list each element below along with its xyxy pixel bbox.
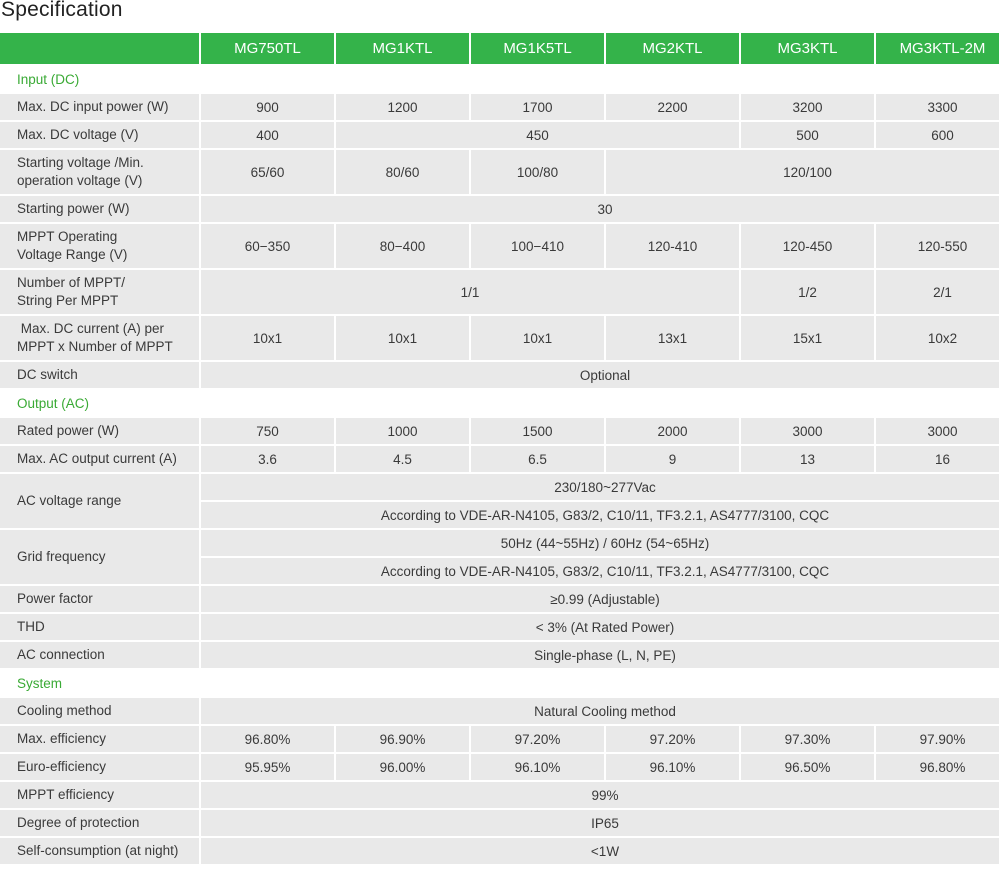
row-label: Degree of protection	[0, 810, 199, 836]
value-cell: 96.80%	[201, 726, 334, 752]
model-header: MG1KTL	[336, 33, 469, 64]
value-cell: 13x1	[606, 316, 739, 360]
value-cell: 4.5	[336, 446, 469, 472]
value-cell: 96.10%	[471, 754, 604, 780]
row-label: Cooling method	[0, 698, 199, 724]
row-label: Max. efficiency	[0, 726, 199, 752]
row-label: Rated power (W)	[0, 418, 199, 444]
value-cell: < 3% (At Rated Power)	[201, 614, 999, 640]
table-row	[0, 316, 999, 360]
value-cell: IP65	[201, 810, 999, 836]
table-row	[0, 418, 999, 444]
value-cell: According to VDE-AR-N4105, G83/2, C10/11, TF3.2.1, AS4777/3100, CQC	[201, 502, 999, 528]
value-cell: 100/80	[471, 150, 604, 194]
section-title: Output (AC)	[0, 390, 999, 416]
value-cell: 1/2	[741, 270, 874, 314]
table-row	[0, 196, 999, 222]
value-cell: 120-410	[606, 224, 739, 268]
row-label: Euro-efficiency	[0, 754, 199, 780]
page-title: Specification	[1, 0, 123, 21]
section-row	[0, 670, 999, 696]
value-cell: 3000	[741, 418, 874, 444]
table-row	[0, 362, 999, 388]
header-blank	[0, 33, 199, 64]
value-cell: 3.6	[201, 446, 334, 472]
row-label: AC connection	[0, 642, 199, 668]
value-cell: 2200	[606, 94, 739, 120]
value-cell: 10x1	[471, 316, 604, 360]
table-row	[0, 642, 999, 668]
value-cell: 10x2	[876, 316, 999, 360]
value-cell: 60−350	[201, 224, 334, 268]
value-cell: ≥0.99 (Adjustable)	[201, 586, 999, 612]
value-cell: 9	[606, 446, 739, 472]
value-cell: 10x1	[336, 316, 469, 360]
table-row	[0, 698, 999, 724]
value-cell: Single-phase (L, N, PE)	[201, 642, 999, 668]
value-cell: 600	[876, 122, 999, 148]
value-cell: 120-550	[876, 224, 999, 268]
row-label: Grid frequency	[0, 530, 199, 584]
value-cell: 6.5	[471, 446, 604, 472]
value-cell: 80/60	[336, 150, 469, 194]
row-label: AC voltage range	[0, 474, 199, 528]
value-cell: 99%	[201, 782, 999, 808]
value-cell: 80−400	[336, 224, 469, 268]
table-row	[0, 474, 999, 500]
row-label: Power factor	[0, 586, 199, 612]
value-cell: 96.10%	[606, 754, 739, 780]
value-cell: 65/60	[201, 150, 334, 194]
table-row	[0, 270, 999, 314]
row-label: MPPT Operating Voltage Range (V)	[0, 224, 199, 268]
value-cell: 750	[201, 418, 334, 444]
value-cell: 3200	[741, 94, 874, 120]
value-cell: 1/1	[201, 270, 739, 314]
table-row	[0, 446, 999, 472]
model-header: MG750TL	[201, 33, 334, 64]
table-row	[0, 838, 999, 864]
value-cell: 100−410	[471, 224, 604, 268]
specification-table	[0, 31, 999, 866]
value-cell: 96.80%	[876, 754, 999, 780]
model-header: MG3KTL-2M	[876, 33, 999, 64]
value-cell: 96.90%	[336, 726, 469, 752]
value-cell: <1W	[201, 838, 999, 864]
value-cell: 10x1	[201, 316, 334, 360]
row-label: Max. DC input power (W)	[0, 94, 199, 120]
table-row	[0, 586, 999, 612]
model-header: MG1K5TL	[471, 33, 604, 64]
value-cell: 2000	[606, 418, 739, 444]
model-header: MG3KTL	[741, 33, 874, 64]
table-row	[0, 614, 999, 640]
row-label: THD	[0, 614, 199, 640]
model-header: MG2KTL	[606, 33, 739, 64]
value-cell: 97.30%	[741, 726, 874, 752]
value-cell: 96.00%	[336, 754, 469, 780]
value-cell: 16	[876, 446, 999, 472]
section-title: Input (DC)	[0, 66, 999, 92]
value-cell: 97.20%	[606, 726, 739, 752]
value-cell: 13	[741, 446, 874, 472]
row-label: Starting voltage /Min. operation voltage (V)	[0, 150, 199, 194]
value-cell: 3000	[876, 418, 999, 444]
row-label: Max. AC output current (A)	[0, 446, 199, 472]
value-cell: Natural Cooling method	[201, 698, 999, 724]
row-label: Number of MPPT/ String Per MPPT	[0, 270, 199, 314]
section-title: System	[0, 670, 999, 696]
value-cell: 120-450	[741, 224, 874, 268]
table-row	[0, 150, 999, 194]
table-row	[0, 224, 999, 268]
row-label: Max. DC current (A) per MPPT x Number of MPPT	[0, 316, 199, 360]
value-cell: 1700	[471, 94, 604, 120]
row-label: Starting power (W)	[0, 196, 199, 222]
value-cell: 450	[336, 122, 739, 148]
value-cell: 30	[201, 196, 999, 222]
value-cell: 97.20%	[471, 726, 604, 752]
row-label: Max. DC voltage (V)	[0, 122, 199, 148]
value-cell: 230/180~277Vac	[201, 474, 999, 500]
table-row	[0, 726, 999, 752]
value-cell: 96.50%	[741, 754, 874, 780]
value-cell: According to VDE-AR-N4105, G83/2, C10/11, TF3.2.1, AS4777/3100, CQC	[201, 558, 999, 584]
row-label: Self-consumption (at night)	[0, 838, 199, 864]
value-cell: 50Hz (44~55Hz) / 60Hz (54~65Hz)	[201, 530, 999, 556]
row-label: DC switch	[0, 362, 199, 388]
value-cell: 500	[741, 122, 874, 148]
value-cell: 1000	[336, 418, 469, 444]
value-cell: Optional	[201, 362, 999, 388]
table-row	[0, 530, 999, 556]
value-cell: 120/100	[606, 150, 999, 194]
section-row	[0, 390, 999, 416]
table-row	[0, 122, 999, 148]
row-label: MPPT efficiency	[0, 782, 199, 808]
value-cell: 95.95%	[201, 754, 334, 780]
table-row	[0, 754, 999, 780]
value-cell: 97.90%	[876, 726, 999, 752]
value-cell: 1500	[471, 418, 604, 444]
value-cell: 900	[201, 94, 334, 120]
header-row	[0, 33, 999, 64]
value-cell: 1200	[336, 94, 469, 120]
value-cell: 15x1	[741, 316, 874, 360]
table-row	[0, 782, 999, 808]
section-row	[0, 66, 999, 92]
value-cell: 2/1	[876, 270, 999, 314]
value-cell: 400	[201, 122, 334, 148]
value-cell: 3300	[876, 94, 999, 120]
table-row	[0, 94, 999, 120]
table-row	[0, 810, 999, 836]
